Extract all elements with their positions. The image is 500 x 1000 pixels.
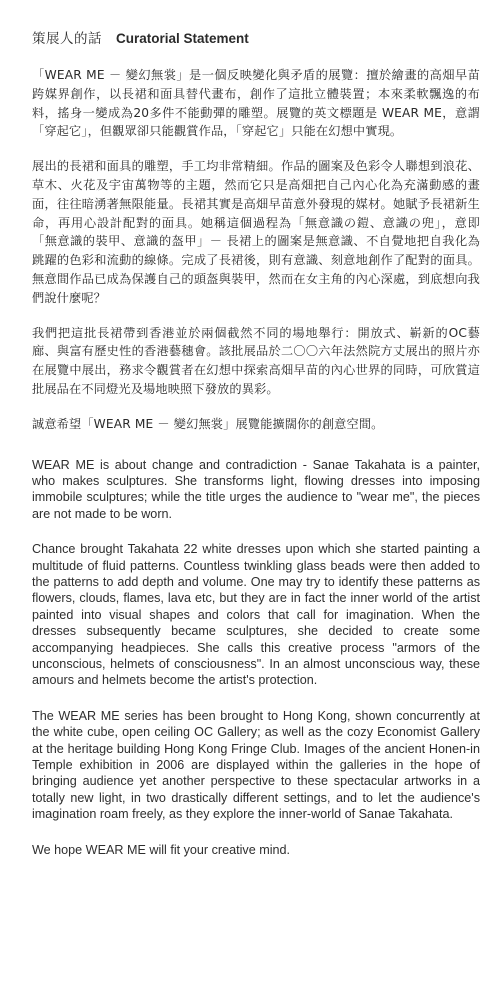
chinese-paragraph-1: 「WEAR ME － 變幻無裳」是一個反映變化與矛盾的展覽：擅於繪畫的高畑早苗跨媒界創作，以長裙和面具替代畫布，創作了這批立體裝置；本來柔軟飄逸的布料，搖身一變成為20多件不能動彈的雕塑。展覽的英文標題是 WEAR ME，意謂「穿起它」，但觀眾卻只能觀賞作品，「穿起它」只能在幻想中實現。: [32, 68, 480, 139]
english-statement: [32, 457, 480, 859]
chinese-paragraph-4: 誠意希望「WEAR ME － 變幻無裳」展覽能擴闊你的創意空間。: [32, 416, 384, 431]
english-paragraph-4: We hope WEAR ME will fit your creative mind.: [32, 842, 291, 857]
chinese-paragraph-2: 展出的長裙和面具的雕塑，手工均非常精細。作品的圖案及色彩令人聯想到浪花、草木、火花及宇宙萬物等的主題，然而它只是高畑把自己內心化為充滿動感的畫面，往往暗湧著無限能量。長裙其實是高畑早苗意外發現的媒材。她賦予長裙新生命，再用心設計配對的面具。她稱這個過程為「無意識の鎧、意識の兜」，意即「無意識的裝甲、意識的盔甲」－ 長裙上的圖案是無意識、不自覺地把自我化為跳躍的色彩和流動的線條。完成了長裙後，則有意識、刻意地創作了配對的面具。無意間作品已成為保護自己的頭盔與裝甲，然而在女主角的內心深處，到底想向我們說什麼呢？: [32, 159, 480, 305]
page-title: [32, 30, 480, 49]
title-english: Curatorial Statement: [116, 31, 249, 46]
english-paragraph-1: WEAR ME is about change and contradiction - Sanae Takahata is a painter, who makes sculptures. She transforms light, flowing dresses into imposing immobile sculptures; while the title urges the audience to "wear me", the pieces are not made to be worn.: [32, 457, 480, 521]
chinese-statement: [32, 66, 480, 434]
english-paragraph-2: Chance brought Takahata 22 white dresses upon which she started painting a multitude of fluid patterns. Countless twinkling glass beads were then added to the patterns to add depth and volume. One may try to identify these patterns as flowers, clouds, flames, lava etc, but they are in fact the inner world of the artist painted into visual shapes and colors that call for imagination. When the dresses subsequently became sculptures, she decided to create some accompanying headpieces. She calls this creative process "armors of the unconscious, helmets of consciousness". In an almost unconscious way, these amours and helmets become the artist's protection.: [32, 542, 480, 688]
english-paragraph-3: The WEAR ME series has been brought to Hong Kong, shown concurrently at the white cube, open ceiling OC Gallery; as well as the cozy Economist Gallery at the heritage building Hong Kong Fringe Club. Images of the ancient Honen-in Temple exhibition in 2006 are displayed within the galleries in the hope of bringing audience yet another perspective to these spectacular artworks in a totally new light, in two drastically different settings, and to let the audience's imagination roam freely, as they explore the inner-world of Sanae Takahata.: [32, 708, 480, 822]
title-chinese: 策展人的話: [32, 31, 102, 47]
chinese-paragraph-3: 我們把這批長裙帶到香港並於兩個截然不同的場地舉行：開放式、嶄新的OC藝廊、與富有歷史性的香港藝穗會。該批展品於二〇〇六年法然院方丈展出的照片亦在展覽中展出，務求令觀賞者在幻想中探索高畑早苗的內心世界的同時，可欣賞這批展品在不同燈光及場地映照下發放的異彩。: [32, 325, 480, 396]
